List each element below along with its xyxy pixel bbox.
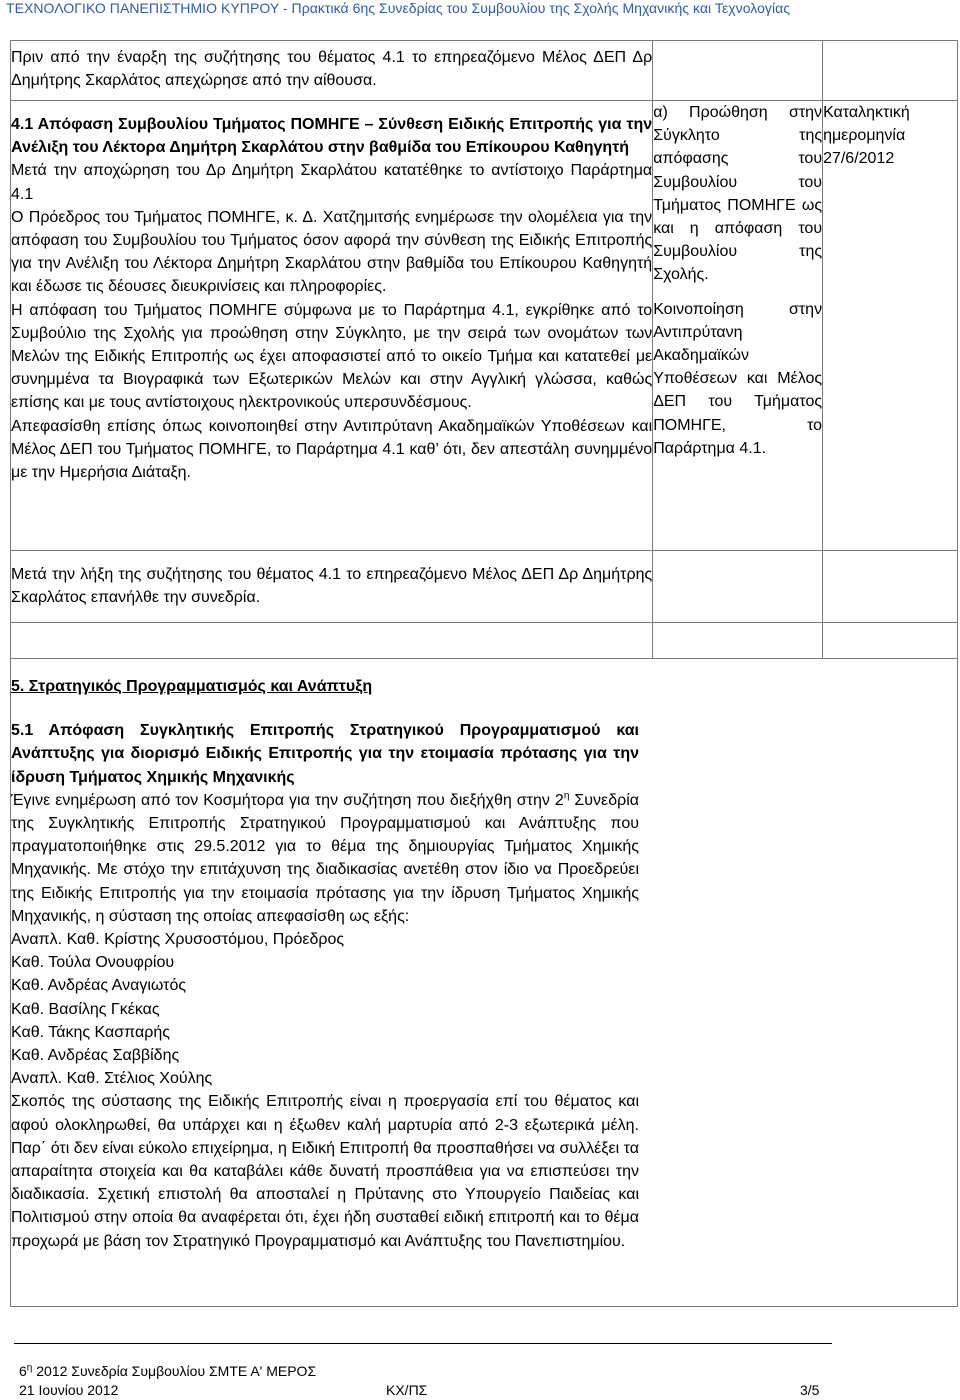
item-5-1-text: Συνεδρία της Συγκλητικής Επιτροπής Στρατηγικού Προγραμματισμού και Ανάπτυξης που πραγματοποιήθηκε στις 29.5.2012 για το θέμα της δημιουργίας Τμήματος Χημικής Μηχανικής. Με στόχο την επιτάχυνση της διαδικασίας ανετέθη στον ίδιο να Προεδρεύει της Ειδικής Επιτροπής για την ετοιμασία πρότασης για την ίδρυση Τμήματος Χημικής Μηχανικής, η σύσταση της οποίας απεφασίσθη ως εξής: bbox=[11, 791, 640, 925]
deadline: Καταληκτική ημερομηνία 27/6/2012 bbox=[823, 104, 910, 168]
page-number: 3/5 bbox=[800, 1382, 820, 1398]
committee-member: Καθ. Τούλα Ονουφρίου bbox=[11, 954, 175, 972]
action-notify: Κοινοποίηση στην Αντιπρύτανη Ακαδημαϊκών Υποθέσεων και Μέλος ΔΕΠ του Τμήματος ΠΟΜΗΓΕ, το Παράρτημα 4.1. bbox=[653, 300, 823, 457]
recusal-note-cell bbox=[11, 41, 653, 101]
item-4-1-paragraph: Μετά την αποχώρηση του Δρ Δημήτρη Σκαρλάτου κατατέθηκε το αντίστοιχο Παράρτημα 4.1 bbox=[11, 162, 653, 203]
item-5-1-text: Έγινε ενημέρωση από τον Κοσμήτορα για την συζήτηση που διεξήχθη στην 2 bbox=[11, 791, 564, 809]
committee-member: Αναπλ. Καθ. Στέλιος Χούλης bbox=[11, 1070, 213, 1088]
deadline-cell bbox=[823, 101, 958, 551]
footer-text: 6 bbox=[19, 1363, 27, 1379]
table-row bbox=[11, 101, 958, 551]
footer-code: ΚΧ/ΠΣ bbox=[386, 1382, 428, 1398]
table-row bbox=[11, 623, 958, 659]
recusal-note: Πριν από την έναρξη της συζήτησης του θέματος 4.1 το επηρεαζόμενο Μέλος ΔΕΠ Δρ Δημήτρης Σκαρλάτος απεχώρησε από την αίθουσα. bbox=[11, 49, 653, 90]
committee-member: Καθ. Τάκης Κασπαρής bbox=[11, 1023, 170, 1041]
committee-member: Αναπλ. Καθ. Κρίστης Χρυσοστόμου, Πρόεδρος bbox=[11, 931, 345, 949]
minutes-table bbox=[10, 40, 958, 1307]
committee-member: Καθ. Ανδρέας Αναγιωτός bbox=[11, 977, 187, 995]
item-5-1-paragraph bbox=[11, 789, 639, 928]
action-forward: α) Προώθηση στην Σύγκλητο της απόφασης του Συμβουλίου του Τμήματος ΠΟΜΗΓΕ ως και η απόφαση του Συμβουλίου της Σχολής. bbox=[653, 104, 823, 284]
footer-divider bbox=[14, 1343, 832, 1344]
section-5-title: 5. Στρατηγικός Προγραμματισμός και Ανάπτυξη bbox=[11, 678, 373, 695]
empty-cell bbox=[653, 623, 823, 659]
committee-member: Καθ. Ανδρέας Σαββίδης bbox=[11, 1047, 180, 1065]
return-note: Μετά την λήξη της συζήτησης του θέματος 4.1 το επηρεαζόμενο Μέλος ΔΕΠ Δρ Δημήτρης Σκαρλάτος επανήλθε την συνεδρία. bbox=[11, 566, 653, 607]
empty-cell bbox=[11, 623, 653, 659]
header-text: ΤΕΧΝΟΛΟΓΙΚΟ ΠΑΝΕΠΙΣΤΗΜΙΟ ΚΥΠΡΟΥ - Πρακτικά 6ης Συνεδρίας του Συμβουλίου της Σχολής Μηχανικής και Τεχνολογίας bbox=[6, 0, 791, 16]
empty-cell bbox=[653, 41, 823, 101]
empty-cell bbox=[823, 551, 958, 623]
committee-member: Καθ. Βασίλης Γκέκας bbox=[11, 1000, 160, 1018]
item-4-1-paragraph: Ο Πρόεδρος του Τμήματος ΠΟΜΗΓΕ, κ. Δ. Χατζημιτσής ενημέρωσε την ολομέλεια για την απόφαση του Συμβουλίου του Τμήματος όσον αφορά την σύνθεση της Ειδικής Επιτροπής για την Ανέλιξη του Λέκτορα Δημήτρη Σκαρλάτου στην βαθμίδα του Επίκουρου Καθηγητή και έδωσε τις δέουσες διευκρινίσεις και πληροφορίες. bbox=[11, 208, 653, 296]
return-note-cell bbox=[11, 551, 653, 623]
table-row bbox=[11, 41, 958, 101]
item-5-1-paragraph: Σκοπός της σύστασης της Ειδικής Επιτροπής είναι η προεργασία επί του θέματος και αφού ολοκληρωθεί, θα υπάρχει και η έξωθεν καλή μαρτυρία από 2-3 εξωτερικά μέλη. Παρ΄ ότι δεν είναι εύκολο επιχείρημα, η Ειδική Επιτροπή θα προσπαθήσει να συλλέξει τα απαραίτητα στοιχεία και θα καταβάλει κάθε δυνατή προσπάθεια για να επισπεύσει την διαδικασία. Σχετική επιστολή θα αποσταλεί η Πρύτανης στο Υπουργείο Παιδείας και Πολιτισμού στην οποία θα αναφέρεται ότι, έχει ήδη συσταθεί ειδική επιτροπή και το θέμα προχωρά με βάση τον Στρατηγικό Προγραμματισμό και Ανάπτυξης του Πανεπιστημίου. bbox=[11, 1093, 639, 1250]
footer-meeting bbox=[19, 1363, 316, 1379]
document-header bbox=[0, 0, 960, 18]
empty-cell bbox=[823, 41, 958, 101]
item-4-1-title: 4.1 Απόφαση Συμβουλίου Τμήματος ΠΟΜΗΓΕ – Σύνθεση Ειδικής Επιτροπής για την Ανέλιξη του Λέκτορα Δημήτρη Σκαρλάτου στην βαθμίδα του Επίκουρου Καθηγητή bbox=[11, 116, 653, 157]
item-4-1-cell bbox=[11, 101, 653, 551]
item-4-1-paragraph: Απεφασίσθη επίσης όπως κοινοποιηθεί στην Αντιπρύτανη Ακαδημαϊκών Υποθέσεων και Μέλος ΔΕΠ του Τμήματος ΠΟΜΗΓΕ, το Παράρτημα 4.1 καθ’ ότι, δεν απεστάλη συνημμένο με την Ημερήσια Διάταξη. bbox=[11, 417, 653, 482]
item-5-1-title: 5.1 Απόφαση Συγκλητικής Επιτροπής Στρατηγικού Προγραμματισμού και Ανάπτυξης για διορισμό Ειδικής Επιτροπής για την ετοιμασία πρότασης για την ίδρυση Τμήματος Χημικής Μηχανικής bbox=[11, 722, 639, 786]
footer-date: 21 Ιουνίου 2012 bbox=[19, 1382, 119, 1398]
table-row bbox=[11, 659, 958, 1307]
section-5-cell bbox=[11, 659, 958, 1307]
footer-text: 2012 Συνεδρία Συμβουλίου ΣΜΤΕ Α' ΜΕΡΟΣ bbox=[32, 1363, 317, 1379]
empty-cell bbox=[653, 551, 823, 623]
ordinal-suffix: η bbox=[26, 1362, 33, 1374]
table-row bbox=[11, 551, 958, 623]
ordinal-suffix: η bbox=[563, 790, 570, 802]
item-4-1-paragraph: Η απόφαση του Τμήματος ΠΟΜΗΓΕ σύμφωνα με το Παράρτημα 4.1, εγκρίθηκε από το Συμβούλιο της Σχολής για προώθηση στην Σύγκλητο, με την σειρά των ονομάτων των Μελών της Ειδικής Επιτροπής ως έχει αποφασιστεί από το οικείο Τμήμα και κατατεθεί με συνημμένα τα Βιογραφικά των Εξωτερικών Μελών και στην Αγγλική γλώσσα, καθώς επίσης και με τους αντίστοιχους ηλεκτρονικούς υπερσυνδέσμους. bbox=[11, 301, 653, 412]
action-cell bbox=[653, 101, 823, 551]
empty-cell bbox=[823, 623, 958, 659]
